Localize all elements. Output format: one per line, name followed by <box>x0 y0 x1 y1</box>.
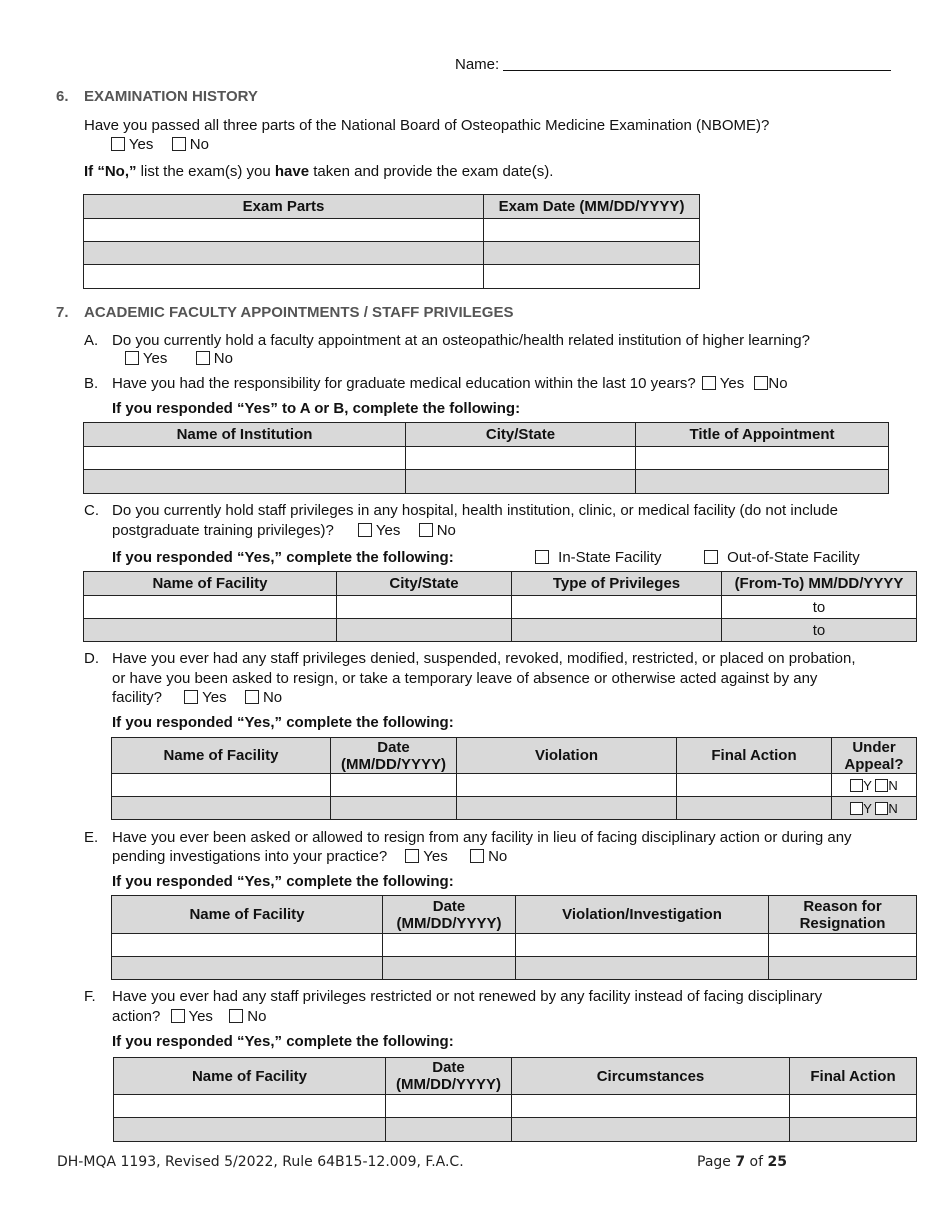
n-label: N <box>888 800 898 816</box>
col-reason: Reason for Resignation <box>769 896 917 934</box>
e-no-label: No <box>488 848 508 865</box>
q-f-text2: action? <box>112 1008 161 1025</box>
d-no-checkbox[interactable] <box>245 690 259 704</box>
table-row <box>84 265 700 289</box>
col-facility: Name of Facility <box>112 738 331 774</box>
to-label[interactable]: to <box>722 619 917 642</box>
table-row <box>112 957 917 980</box>
if-no-mid: list the exam(s) you <box>136 163 275 180</box>
col-violation-investigation: Violation/Investigation <box>516 896 769 934</box>
q-d-line1: Have you ever had any staff privileges denied, suspended, revoked, modified, restricted, or placed on probation, <box>112 650 856 667</box>
b-no-label: No <box>768 375 788 392</box>
if-no-have: have <box>274 163 310 180</box>
a-no-label: No <box>213 350 233 367</box>
q-a-yes-no <box>125 350 233 367</box>
table-row <box>114 1118 917 1142</box>
col-final-action: Final Action <box>677 738 832 774</box>
table-row <box>84 447 889 470</box>
appeal-n-checkbox[interactable] <box>875 779 888 792</box>
q-c-line2 <box>112 522 456 539</box>
table-row <box>84 619 917 642</box>
f-yes-label: Yes <box>188 1008 213 1025</box>
col-from-to: (From-To) MM/DD/YYYY <box>722 572 917 596</box>
d-yes-label: Yes <box>202 689 227 706</box>
c-yes-checkbox[interactable] <box>358 523 372 537</box>
appeal-y-checkbox[interactable] <box>850 802 863 815</box>
col-facility: Name of Facility <box>112 896 383 934</box>
sec6-if-no <box>84 163 553 180</box>
exam-table <box>83 194 700 289</box>
e-instruction: If you responded “Yes,” complete the following: <box>112 873 454 890</box>
table-row <box>84 470 889 494</box>
page-total: 25 <box>767 1154 787 1170</box>
sec6-yes-no <box>111 136 209 153</box>
f-instruction: If you responded “Yes,” complete the following: <box>112 1033 454 1050</box>
appeal-n-checkbox[interactable] <box>875 802 888 815</box>
table-row <box>84 596 917 619</box>
a-no-checkbox[interactable] <box>196 351 210 365</box>
c-yes-label: Yes <box>375 522 401 539</box>
col-date: Date (MM/DD/YYYY) <box>331 738 457 774</box>
section-7-number: 7. <box>56 304 69 321</box>
in-state-checkbox[interactable] <box>535 550 549 564</box>
col-violation: Violation <box>457 738 677 774</box>
q-e-line1: Have you ever been asked or allowed to resign from any facility in lieu of facing disciplinary action or during any <box>112 829 852 846</box>
q-f-letter: F. <box>84 988 96 1005</box>
q-d-line3 <box>112 689 282 706</box>
col-date: Date (MM/DD/YYYY) <box>386 1058 512 1095</box>
a-yes-label: Yes <box>142 350 168 367</box>
sec6-question: Have you passed all three parts of the National Board of Osteopathic Medicine Examination (NBOME)? <box>84 117 770 134</box>
table-row <box>112 774 917 797</box>
to-label[interactable]: to <box>722 596 917 619</box>
q-b-letter: B. <box>84 375 99 392</box>
q-d-text3: facility? <box>112 689 163 706</box>
c-no-checkbox[interactable] <box>419 523 433 537</box>
f-no-label: No <box>247 1008 267 1025</box>
y-label: Y <box>863 800 872 816</box>
privileges-table <box>83 571 917 642</box>
name-input-line[interactable] <box>503 56 891 71</box>
e-yes-label: Yes <box>423 848 448 865</box>
q-f-line1: Have you ever had any staff privileges restricted or not renewed by any facility instead of facing disciplinary <box>112 988 823 1005</box>
q-c-text2: postgraduate training privileges)? <box>112 522 334 539</box>
page-num: 7 <box>735 1154 746 1170</box>
sec6-yes-checkbox[interactable] <box>111 137 125 151</box>
table-row <box>84 242 700 265</box>
col-circumstances: Circumstances <box>512 1058 790 1095</box>
col-facility: Name of Facility <box>114 1058 386 1095</box>
col-final-action: Final Action <box>790 1058 917 1095</box>
table-row <box>114 1095 917 1118</box>
if-no-end: taken and provide the exam date(s). <box>309 163 554 180</box>
name-label: Name: <box>455 56 500 73</box>
a-yes-checkbox[interactable] <box>125 351 139 365</box>
y-label: Y <box>863 777 872 793</box>
in-state-label: In-State Facility <box>558 549 662 566</box>
b-instruction: If you responded “Yes” to A or B, complete the following: <box>112 400 521 417</box>
section-6-title: EXAMINATION HISTORY <box>84 88 258 105</box>
resignation-table <box>111 895 917 980</box>
appeal-y-checkbox[interactable] <box>850 779 863 792</box>
c-no-label: No <box>436 522 456 539</box>
q-d-line2: or have you been asked to resign, or take a temporary leave of absence or otherwise acted against by any <box>112 670 818 687</box>
b-no-checkbox[interactable] <box>754 376 768 390</box>
in-state-option <box>535 549 662 566</box>
c-instruction: If you responded “Yes,” complete the following: <box>112 549 454 566</box>
col-institution: Name of Institution <box>84 423 406 447</box>
out-state-checkbox[interactable] <box>704 550 718 564</box>
f-yes-checkbox[interactable] <box>171 1009 185 1023</box>
q-c-letter: C. <box>84 502 99 519</box>
e-no-checkbox[interactable] <box>470 849 484 863</box>
out-state-label: Out-of-State Facility <box>727 549 860 566</box>
sec6-no-checkbox[interactable] <box>172 137 186 151</box>
page-of: of <box>745 1154 768 1170</box>
q-a-text: Do you currently hold a faculty appointment at an osteopathic/health related institution of higher learning? <box>112 332 810 349</box>
sec6-yes-label: Yes <box>128 136 154 153</box>
table-row <box>112 797 917 820</box>
page-number <box>697 1154 787 1170</box>
q-b-text: Have you had the responsibility for graduate medical education within the last 10 years? <box>112 375 696 392</box>
section-6-number: 6. <box>56 88 69 105</box>
page-prefix: Page <box>697 1154 736 1170</box>
b-yes-label: Yes <box>719 375 745 392</box>
col-facility: Name of Facility <box>84 572 337 596</box>
q-b-line <box>112 375 788 392</box>
col-exam-parts: Exam Parts <box>84 195 484 219</box>
col-city-state: City/State <box>337 572 512 596</box>
form-id: DH-MQA 1193, Revised 5/2022, Rule 64B15-12.009, F.A.C. <box>57 1154 464 1170</box>
appeal-yn <box>832 797 917 820</box>
d-no-label: No <box>262 689 283 706</box>
q-e-letter: E. <box>84 829 99 846</box>
table-row <box>112 934 917 957</box>
n-label: N <box>888 777 898 793</box>
col-city-state: City/State <box>406 423 636 447</box>
q-a-letter: A. <box>84 332 99 349</box>
q-e-text2: pending investigations into your practice? <box>112 848 388 865</box>
out-state-option <box>704 549 860 566</box>
section-7-title: ACADEMIC FACULTY APPOINTMENTS / STAFF PRIVILEGES <box>84 304 514 321</box>
name-field <box>455 56 891 73</box>
denied-privileges-table <box>111 737 917 820</box>
q-c-line1: Do you currently hold staff privileges in any hospital, health institution, clinic, or medical facility (do not include <box>112 502 838 519</box>
f-no-checkbox[interactable] <box>229 1009 243 1023</box>
q-f-line2 <box>112 1008 266 1025</box>
restricted-privileges-table <box>113 1057 917 1142</box>
d-instruction: If you responded “Yes,” complete the following: <box>112 714 454 731</box>
col-date: Date (MM/DD/YYYY) <box>383 896 516 934</box>
sec6-no-label: No <box>189 136 209 153</box>
col-title: Title of Appointment <box>636 423 889 447</box>
b-yes-checkbox[interactable] <box>702 376 716 390</box>
q-e-line2 <box>112 848 507 865</box>
col-exam-date: Exam Date (MM/DD/YYYY) <box>484 195 700 219</box>
institution-table <box>83 422 889 494</box>
q-d-letter: D. <box>84 650 99 667</box>
if-no-bold: If “No,” <box>84 163 137 180</box>
appeal-yn <box>832 774 917 797</box>
table-row <box>84 219 700 242</box>
col-type: Type of Privileges <box>512 572 722 596</box>
e-yes-checkbox[interactable] <box>405 849 419 863</box>
col-under-appeal: Under Appeal? <box>832 738 917 774</box>
d-yes-checkbox[interactable] <box>184 690 198 704</box>
